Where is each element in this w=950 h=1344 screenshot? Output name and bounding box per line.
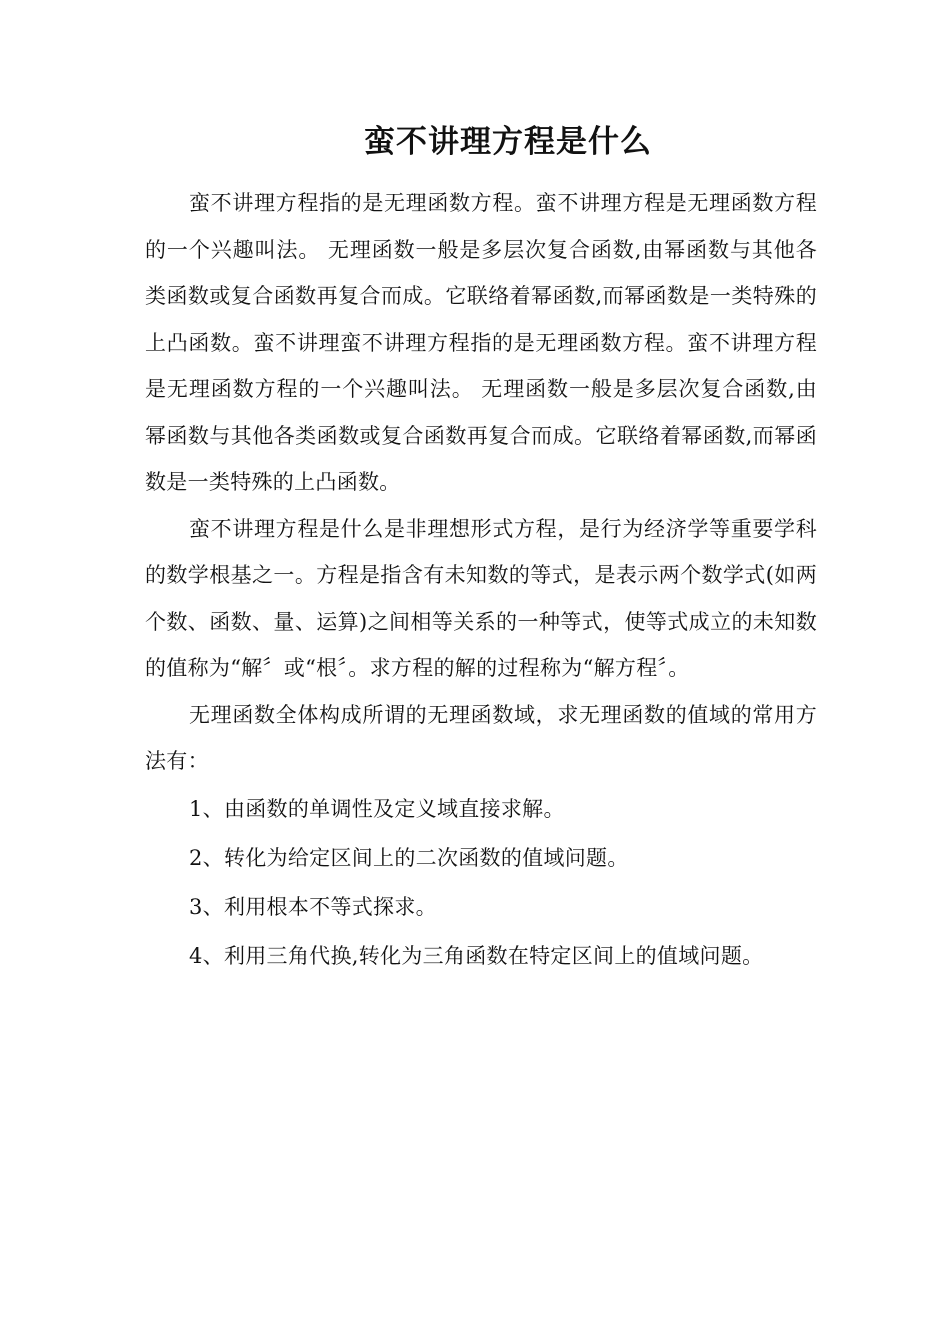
list-item: 2、转化为给定区间上的二次函数的值域问题。: [189, 845, 629, 870]
list-item: 4、利用三角代换,转化为三角函数在特定区间上的值域问题。: [189, 943, 764, 968]
paragraph-methods-intro: 无理函数全体构成所谓的无理函数域，求无理函数的值域的常用方法有：: [145, 702, 817, 773]
paragraph-definition: 蛮不讲理方程指的是无理函数方程。蛮不讲理方程是无理函数方程的一个兴趣叫法。 无理函数一般是多层次复合函数,由幂函数与其他各类函数或复合函数再复合而成。它联络着幂函数,而幂函数是一类特殊的上凸函数。蛮不讲理蛮不讲理方程指的是无理函数方程。蛮不讲理方程是无理函数方程的一个兴趣叫法。 无理函数一般是多层次复合函数,由幂函数与其他各类函数或复合函数再复合而成。它联络着幂函数,而幂函数是一类特殊的上凸函数。: [145, 191, 817, 494]
document-body: [145, 180, 817, 981]
list-item: 3、利用根本不等式探求。: [189, 894, 437, 919]
paragraph-explanation: 蛮不讲理方程是什么是非理想形式方程，是行为经济学等重要学科的数学根基之一。方程是指含有未知数的等式，是表示两个数学式(如两个数、函数、量、运算)之间相等关系的一种等式，使等式成立的未知数的值称为“解〞或“根〞。求方程的解的过程称为“解方程〞。: [145, 516, 817, 680]
page-title: 蛮不讲理方程是什么: [364, 124, 652, 160]
list-item: 1、由函数的单调性及定义域直接求解。: [189, 796, 565, 821]
